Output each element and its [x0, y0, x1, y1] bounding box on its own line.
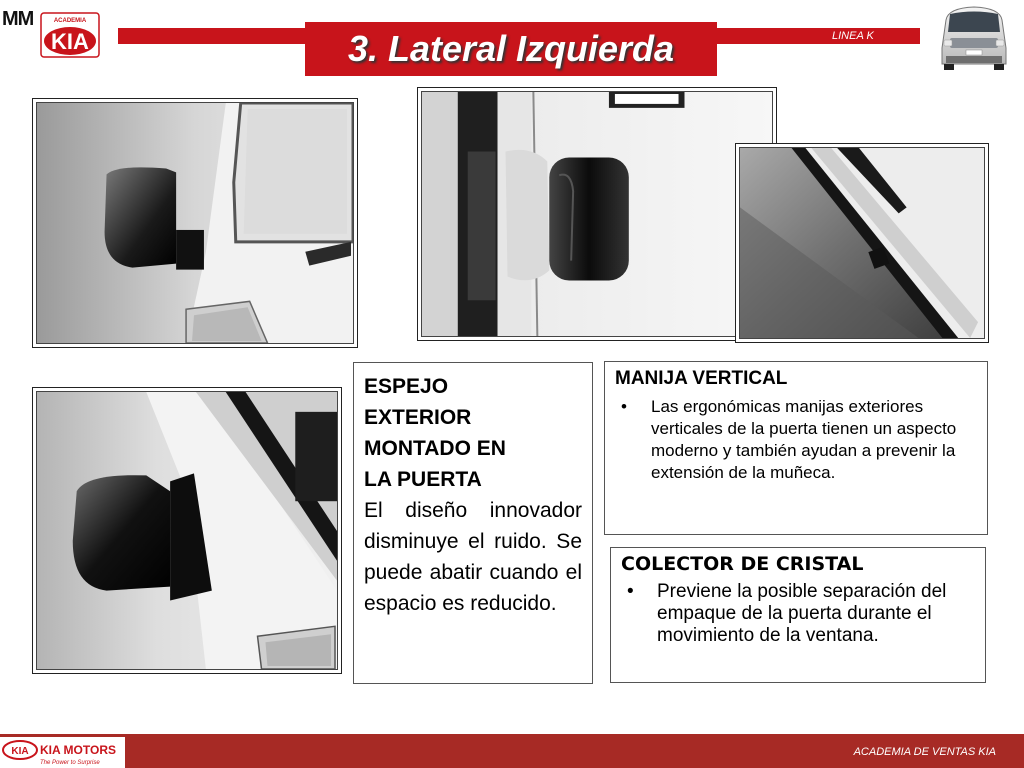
footer-tagline: The Power to Surprise	[40, 760, 100, 766]
line-label: LINEA K	[832, 30, 874, 42]
footer-brand: KIA MOTORS	[40, 743, 117, 757]
bullet-icon: •	[627, 581, 634, 602]
photo-side-mirror	[32, 98, 358, 348]
mirror-description: El diseño innovador disminuye el ruido. Se puede abatir cuando el espacio es reducido.	[364, 499, 582, 615]
handle-description-box	[604, 361, 988, 535]
footer-academy: ACADEMIA DE VENTAS KIA	[853, 746, 996, 758]
footer-emblem-text: KIA	[11, 746, 29, 757]
kia-motors-logo	[0, 737, 125, 768]
van-front-icon	[936, 4, 1012, 72]
logo-text: KIA	[51, 29, 89, 54]
mirror-heading-line: LA PUERTA	[364, 468, 482, 491]
page-title: 3. Lateral Izquierda	[305, 22, 717, 76]
mirror-heading-line: EXTERIOR	[364, 406, 472, 429]
mirror-heading-line: MONTADO EN	[364, 437, 506, 460]
photo-mirror-closeup	[32, 387, 342, 674]
bullet-icon: •	[621, 397, 627, 416]
glass-bullet-text: Previene la posible separación del empaque de la puerta durante el movimiento de la ventana.	[657, 581, 947, 646]
corner-label: MM	[2, 8, 34, 30]
glass-description-box	[610, 547, 986, 683]
photo-vertical-handle	[417, 87, 777, 341]
handle-bullet-text: Las ergonómicas manijas exteriores verticales de la puerta tienen un aspecto moderno y también ayudan a prevenir la extensión de la muñeca.	[651, 397, 957, 482]
mirror-heading-line: ESPEJO	[364, 375, 449, 398]
handle-heading: MANIJA VERTICAL	[615, 368, 788, 389]
glass-bullet	[621, 581, 975, 647]
handle-bullet	[615, 396, 977, 484]
photo-glass-channel	[735, 143, 989, 343]
kia-academia-logo	[40, 12, 100, 58]
glass-heading: COLECTOR DE CRISTAL	[621, 553, 864, 575]
mirror-description-box	[353, 362, 593, 684]
logo-subtext: ACADEMIA	[53, 18, 87, 24]
